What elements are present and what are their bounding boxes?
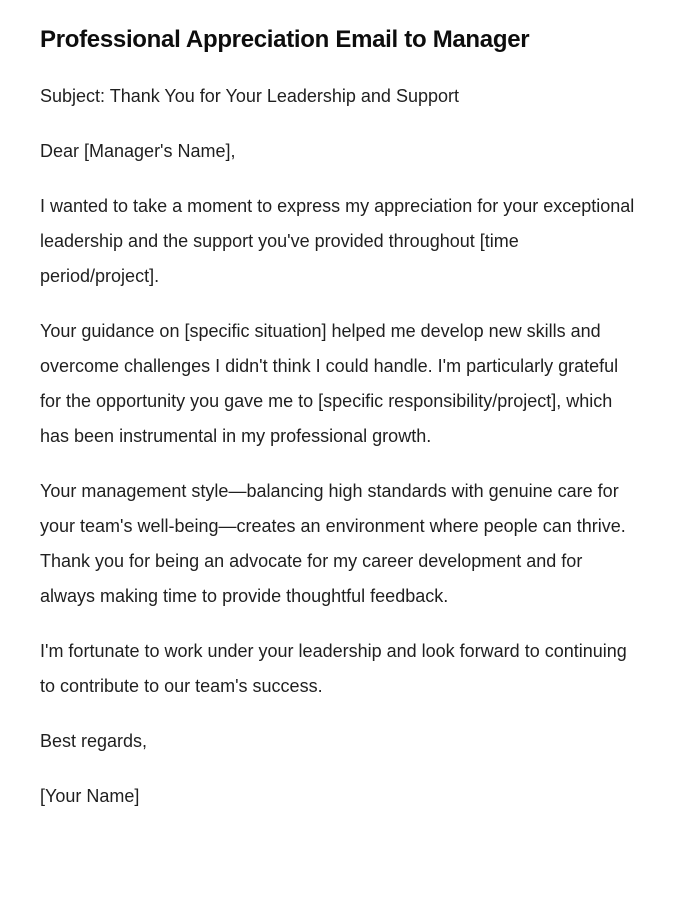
subject-line: Subject: Thank You for Your Leadership and Support — [40, 86, 459, 106]
body-paragraph: I wanted to take a moment to express my appreciation for your exceptional leadership and the support you've provided throughout [time period/project]. — [40, 196, 635, 286]
salutation: Dear [Manager's Name], — [40, 141, 236, 161]
body-paragraph: Your guidance on [specific situation] helped me develop new skills and overcome challenges I didn't think I could handle. I'm particularly grateful for the opportunity you gave me to [specific responsibility/project], which has been instrumental in my professional growth. — [40, 321, 619, 446]
body-paragraph: I'm fortunate to work under your leadership and look forward to continuing to contribute to our team's success. — [40, 641, 627, 696]
signature: [Your Name] — [40, 786, 140, 806]
page-title: Professional Appreciation Email to Manager — [40, 26, 530, 53]
body-paragraph: Your management style—balancing high standards with genuine care for your team's well-being—creates an environment where people can thrive. Thank you for being an advocate for my career development and for always making time to provide thoughtful feedback. — [40, 481, 626, 606]
closing: Best regards, — [40, 731, 148, 751]
